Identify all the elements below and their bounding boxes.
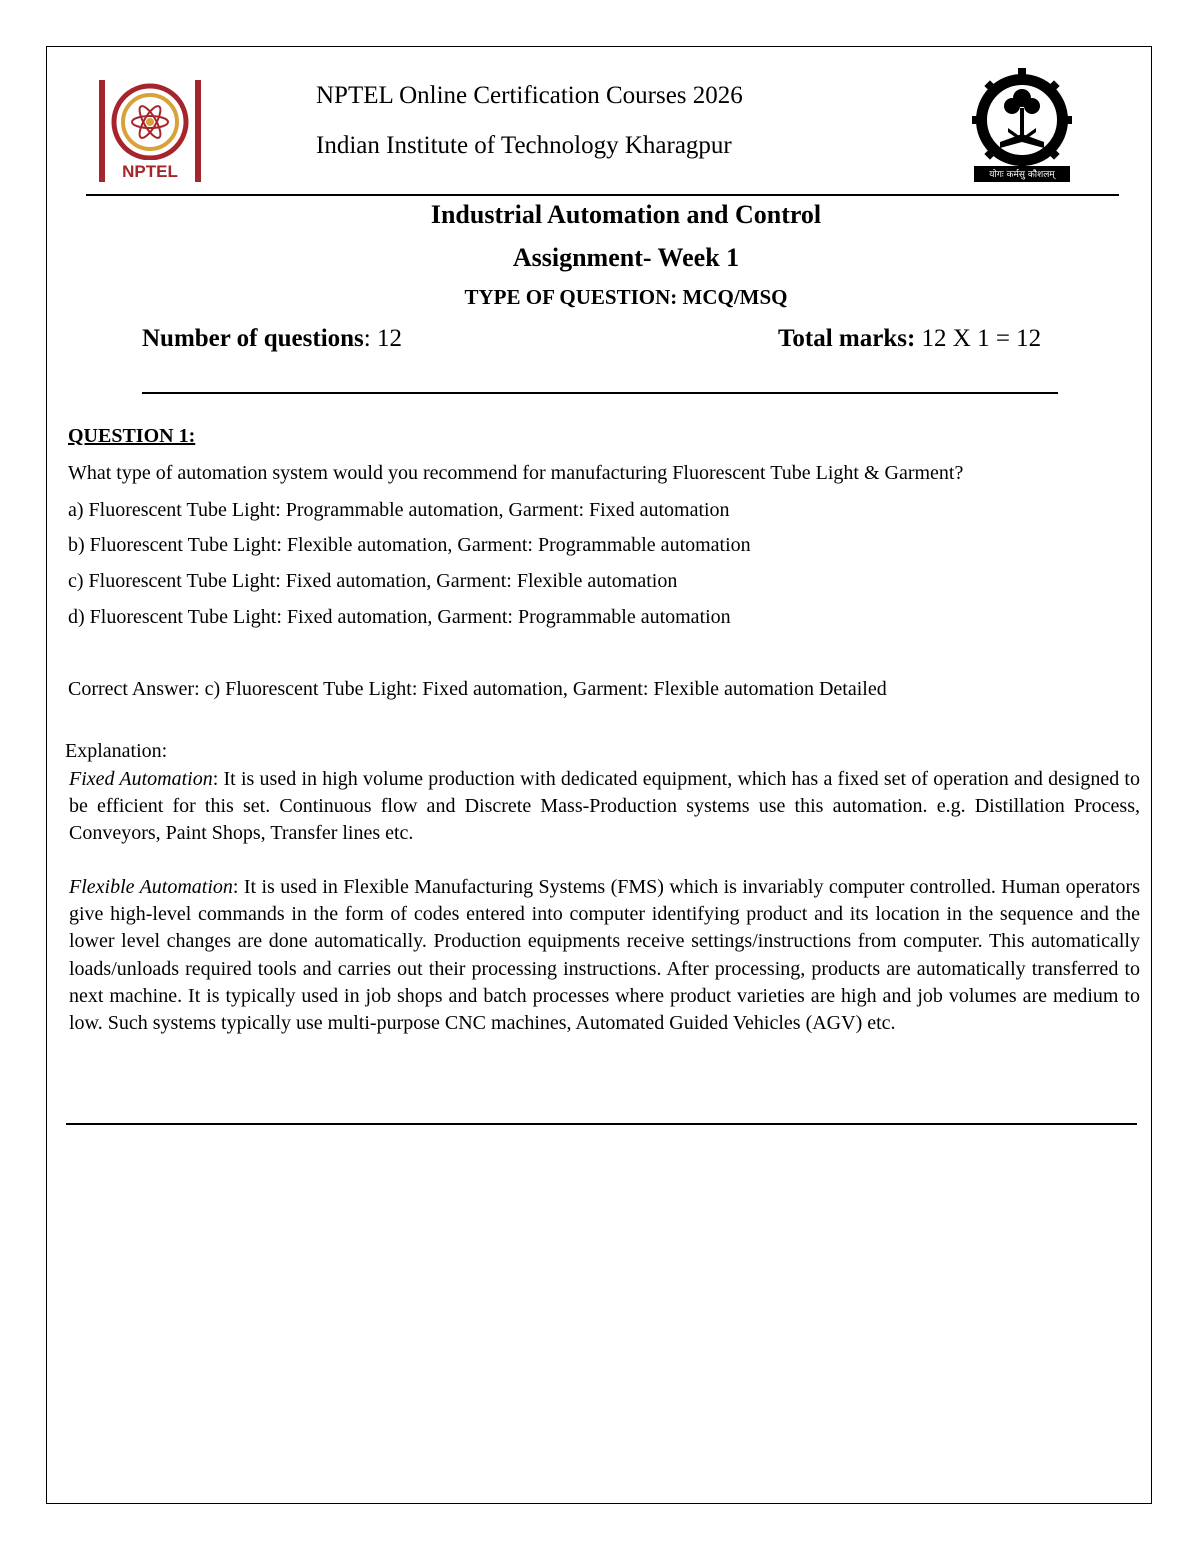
correct-answer: Correct Answer: c) Fluorescent Tube Light: Fixed automation, Garment: Flexible automation Detailed <box>68 678 887 700</box>
question-text: What type of automation system would you recommend for manufacturing Fluorescent Tube Light & Garment? <box>68 462 964 484</box>
question-type: TYPE OF QUESTION: MCQ/MSQ <box>464 285 788 309</box>
iit-motto: योगः कर्मसु कौशलम् <box>989 170 1055 180</box>
num-questions-label: Number of questions <box>142 325 364 352</box>
assignment-title: Assignment- Week 1 <box>512 243 740 272</box>
iit-kharagpur-logo <box>968 68 1076 186</box>
flexible-automation-text: : It is used in Flexible Manufacturing Systems (FMS) which is invariably computer controlled. Human operators give high-level commands in the form of codes entered into computer identifying product and its location in the sequence and the lower level changes are done automatically. Production equipments receive settings/instructions from computer. This automatically loads/unloads required tools and carries out their processing instructions. After processing, products are automatically transferred to next machine. It is typically used in job shops and batch processes where product varieties are high and job volumes are medium to low. Such systems typically use multi-purpose CNC machines, Automated Guided Vehicles (AGV) etc. <box>69 876 1140 1035</box>
option-d: d) Fluorescent Tube Light: Fixed automation, Garment: Programmable automation <box>68 606 731 628</box>
subject-title: Industrial Automation and Control <box>430 200 822 229</box>
fixed-automation-term: Fixed Automation <box>69 768 213 790</box>
institute-line: Indian Institute of Technology Kharagpur <box>316 132 732 159</box>
total-marks-label: Total marks: <box>778 325 922 352</box>
flexible-automation-term: Flexible Automation <box>69 876 233 898</box>
fixed-automation-paragraph <box>69 766 1140 848</box>
option-b: b) Fluorescent Tube Light: Flexible automation, Garment: Programmable automation <box>68 534 751 556</box>
fixed-automation-text: : It is used in high volume production with dedicated equipment, which has a fixed set of operation and designed to be efficient for this set. Continuous flow and Discrete Mass-Production systems use this automation. e.g. Distillation Process, Conveyors, Paint Shops, Transfer lines etc. <box>69 768 1140 845</box>
header-rule <box>86 194 1119 196</box>
option-a: a) Fluorescent Tube Light: Programmable automation, Garment: Fixed automation <box>68 499 730 521</box>
option-c: c) Fluorescent Tube Light: Fixed automation, Garment: Flexible automation <box>68 570 678 592</box>
section-rule <box>142 392 1058 394</box>
nptel-logo-text: NPTEL <box>122 162 178 181</box>
explanation-label: Explanation: <box>65 740 168 762</box>
num-questions <box>142 325 402 353</box>
num-questions-value: : 12 <box>363 325 402 352</box>
total-marks <box>778 325 1041 353</box>
course-line: NPTEL Online Certification Courses 2026 <box>316 82 743 109</box>
flexible-automation-paragraph <box>69 874 1140 1037</box>
question-end-rule <box>66 1123 1137 1125</box>
nptel-logo <box>96 78 204 184</box>
question-heading: QUESTION 1: <box>68 425 196 447</box>
total-marks-value: 12 X 1 = 12 <box>921 325 1042 352</box>
